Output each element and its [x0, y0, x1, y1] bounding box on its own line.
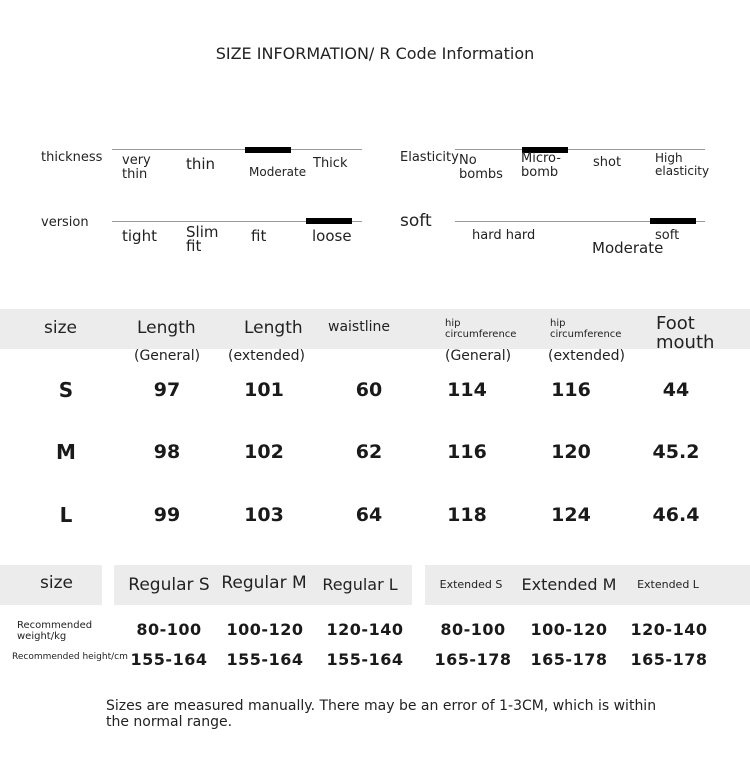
- height-cell: 155-164: [130, 650, 208, 669]
- weight-cell: 120-140: [630, 620, 708, 639]
- hip-general-header: hip circumference: [445, 318, 517, 340]
- thickness-option: Thick: [313, 156, 348, 171]
- soft-option: Moderate: [592, 239, 664, 257]
- foot-mouth-header: Foot mouth: [656, 313, 715, 353]
- table-cell: 118: [447, 504, 487, 526]
- table-cell: 45.2: [652, 441, 700, 463]
- waistline-header: waistline: [328, 319, 390, 335]
- hip-extended-header: hip circumference: [550, 318, 622, 340]
- length-extended-subheader: (extended): [228, 348, 305, 364]
- height-row-label: Recommended height/cm: [12, 652, 128, 662]
- table-cell: 120: [551, 441, 591, 463]
- extended-l-header: Extended L: [637, 578, 699, 591]
- hip-extended-subheader: (extended): [548, 348, 625, 364]
- height-cell: 155-164: [226, 650, 304, 669]
- table-row-size: L: [59, 503, 73, 527]
- version-option: fit: [251, 227, 267, 245]
- table-cell: 116: [551, 379, 591, 401]
- elasticity-option: No bombs: [459, 153, 503, 182]
- table-row-size: M: [56, 440, 76, 464]
- table-cell: 103: [244, 504, 284, 526]
- weight-cell: 80-100: [136, 620, 202, 639]
- height-cell: 165-178: [530, 650, 608, 669]
- table-cell: 44: [662, 379, 690, 401]
- table-row-size: S: [58, 378, 74, 402]
- table-cell: 60: [355, 379, 383, 401]
- thickness-option: Moderate: [249, 165, 307, 179]
- elasticity-option: Micro-bomb: [521, 151, 561, 180]
- soft-option: hard hard: [472, 228, 536, 243]
- elasticity-option: High elasticity: [655, 151, 710, 178]
- soft-option: soft: [655, 228, 680, 243]
- version-label: version: [41, 215, 89, 230]
- weight-cell: 100-120: [226, 620, 304, 639]
- thickness-label: thickness: [41, 150, 103, 165]
- table-cell: 64: [355, 504, 383, 526]
- table-cell: 62: [355, 441, 383, 463]
- elasticity-scale-line: [455, 149, 705, 150]
- extended-m-header: Extended M: [521, 575, 617, 594]
- size-header: size: [44, 318, 77, 338]
- recommend-size-header: size: [40, 573, 73, 593]
- hip-general-subheader: (General): [445, 348, 512, 364]
- table-cell: 46.4: [652, 504, 700, 526]
- regular-s-header: Regular S: [128, 575, 210, 595]
- thickness-option: thin: [186, 155, 216, 173]
- weight-cell: 120-140: [326, 620, 404, 639]
- regular-m-header: Regular M: [221, 573, 307, 593]
- table-cell: 99: [153, 504, 181, 526]
- extended-s-header: Extended S: [439, 578, 503, 591]
- table-cell: 116: [447, 441, 487, 463]
- measurement-note: Sizes are measured manually. There may be an error of 1-3CM, which is within the normal range.: [106, 698, 657, 730]
- version-selected-marker: [306, 218, 352, 224]
- version-option: Slim fit: [186, 223, 219, 255]
- page-title: SIZE INFORMATION/ R Code Information: [215, 44, 535, 63]
- table-cell: 101: [244, 379, 284, 401]
- thickness-option: very thin: [122, 153, 151, 182]
- weight-cell: 100-120: [530, 620, 608, 639]
- version-option: loose: [312, 227, 352, 245]
- soft-label: soft: [400, 211, 432, 231]
- table-cell: 97: [153, 379, 181, 401]
- table-cell: 98: [153, 441, 181, 463]
- length-general-subheader: (General): [134, 348, 201, 364]
- table-cell: 102: [244, 441, 284, 463]
- elasticity-label: Elasticity: [400, 150, 459, 165]
- regular-l-header: Regular L: [322, 575, 398, 594]
- weight-row-label: Recommended weight/kg: [17, 620, 93, 642]
- thickness-selected-marker: [245, 147, 291, 153]
- height-cell: 165-178: [434, 650, 512, 669]
- elasticity-option: shot: [593, 155, 622, 170]
- thickness-scale-line: [112, 149, 362, 150]
- table-cell: 114: [447, 379, 487, 401]
- length-general-header: Length: [137, 318, 196, 338]
- height-cell: 155-164: [326, 650, 404, 669]
- table-cell: 124: [551, 504, 591, 526]
- soft-selected-marker: [650, 218, 696, 224]
- weight-cell: 80-100: [440, 620, 506, 639]
- length-extended-header: Length: [244, 318, 303, 338]
- height-cell: 165-178: [630, 650, 708, 669]
- version-option: tight: [122, 227, 157, 245]
